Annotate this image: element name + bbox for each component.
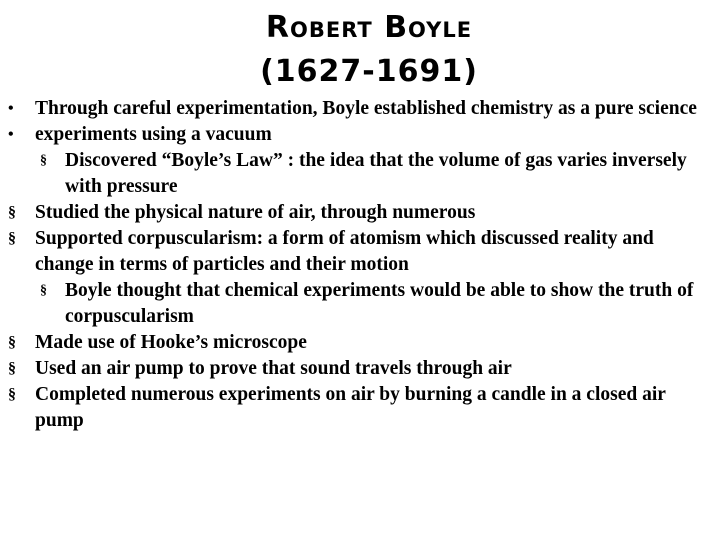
title-dates: (1627-1691): [260, 54, 478, 89]
bullet-text: Used an air pump to prove that sound travels through air: [35, 358, 512, 379]
bullet-text: Made use of Hooke’s microscope: [35, 332, 307, 353]
bullet-text: Supported corpuscularism: a form of atomism which discussed reality and change in terms of particles and their motion: [35, 228, 654, 275]
round-bullet-icon: •: [8, 126, 14, 143]
slide-title: [0, 6, 720, 94]
bullet-text: experiments using a vacuum: [35, 124, 272, 145]
round-bullet-icon: •: [8, 100, 14, 117]
square-bullet-icon: §: [40, 283, 47, 298]
square-bullet-icon: §: [8, 334, 16, 351]
bullet-text: Through careful experimentation, Boyle established chemistry as a pure science: [35, 98, 697, 119]
bullet-item: [8, 330, 708, 356]
bullet-item: [8, 122, 708, 148]
square-bullet-icon: §: [8, 360, 16, 377]
bullet-text: Boyle thought that chemical experiments would be able to show the truth of corpuscularism: [65, 280, 694, 327]
bullet-item: [8, 226, 708, 278]
title-name: Robert Boyle: [265, 10, 473, 45]
bullet-item: [8, 96, 708, 122]
bullet-text: Completed numerous experiments on air by burning a candle in a closed air pump: [35, 384, 666, 431]
bullet-text: Discovered “Boyle’s Law” : the idea that the volume of gas varies inversely with pressure: [65, 150, 687, 197]
square-bullet-icon: §: [8, 230, 16, 247]
square-bullet-icon: §: [8, 204, 16, 221]
bullet-item: [8, 200, 708, 226]
bullet-list: [8, 96, 708, 434]
bullet-item: [8, 356, 708, 382]
bullet-text: Studied the physical nature of air, through numerous: [35, 202, 476, 223]
bullet-item: [8, 382, 708, 434]
square-bullet-icon: §: [40, 153, 47, 168]
sub-bullet-item: [8, 278, 708, 330]
sub-bullet-item: [8, 148, 708, 200]
square-bullet-icon: §: [8, 386, 16, 403]
